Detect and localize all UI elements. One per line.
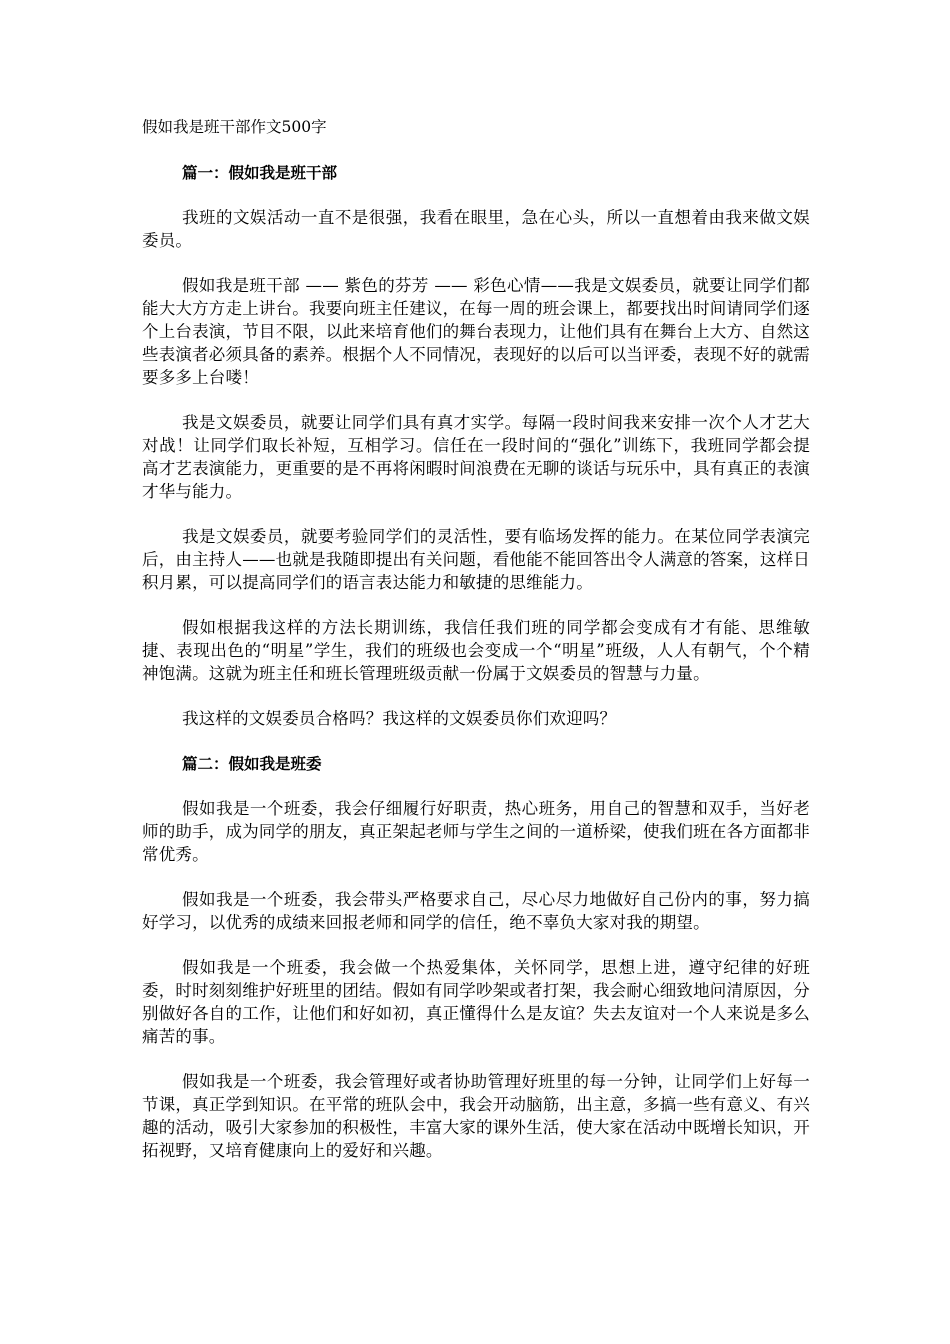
section-heading: 篇二：假如我是班委 [182,754,322,773]
paragraph: 假如我是一个班委，我会带头严格要求自己，尽心尽力地做好自己份内的事，努力搞好学习，以优秀的成绩来回报老师和同学的信任，绝不辜负大家对我的期望。 [142,890,810,932]
paragraph: 假如我是一个班委，我会管理好或者协助管理好班里的每一分钟，让同学们上好每一节课，真正学到知识。在平常的班队会中，我会开动脑筋，出主意，多搞一些有意义、有兴趣的活动，吸引大家参加的积极性，丰富大家的课外生活，使大家在活动中既增长知识，开拓视野，又培育健康向上的爱好和兴趣。 [142,1072,810,1160]
paragraph: 我班的文娱活动一直不是很强，我看在眼里，急在心头，所以一直想着由我来做文娱委员。 [142,208,810,250]
section-1 [142,161,810,730]
paragraph: 我是文娱委员，就要考验同学们的灵活性，要有临场发挥的能力。在某位同学表演完后，由主持人——也就是我随即提出有关问题，看他能不能回答出令人满意的答案，这样日积月累，可以提高同学们的语言表达能力和敏捷的思维能力。 [142,527,810,592]
section-2 [142,752,810,1162]
paragraph: 假如我是一个班委，我会做一个热爱集体，关怀同学，思想上进，遵守纪律的好班委，时时刻刻维护好班里的团结。假如有同学吵架或者打架，我会耐心细致地问清原因，分别做好各自的工作，让他们和好如初，真正懂得什么是友谊？失去友谊对一个人来说是多么痛苦的事。 [142,958,810,1046]
paragraph: 假如我是一个班委，我会仔细履行好职责，热心班务，用自己的智慧和双手，当好老师的助手，成为同学的朋友，真正架起老师与学生之间的一道桥梁，使我们班在各方面都非常优秀。 [142,799,810,864]
section-heading: 篇一：假如我是班干部 [182,163,338,182]
paragraph: 假如我是班干部 —— 紫色的芬芳 —— 彩色心情——我是文娱委员，就要让同学们都能大大方方走上讲台。我要向班主任建议，在每一周的班会课上，都要找出时间请同学们逐个上台表演，节目不限，以此来培育他们的舞台表现力，让他们具有在舞台上大方、自然这些表演者必须具备的素养。根据个人不同情况，表现好的以后可以当评委，表现不好的就需要多多上台喽！ [142,276,810,387]
paragraph: 假如根据我这样的方法长期训练，我信任我们班的同学都会变成有才有能、思维敏捷、表现出色的“明星”学生，我们的班级也会变成一个“明星”班级，人人有朝气，个个精神饱满。这就为班主任和班长管理班级贡献一份属于文娱委员的智慧与力量。 [142,618,810,683]
document-title: 假如我是班干部作文500字 [142,118,327,136]
paragraph: 我这样的文娱委员合格吗？我这样的文娱委员你们欢迎吗？ [182,709,617,728]
document-page [142,116,810,1184]
paragraph: 我是文娱委员，就要让同学们具有真才实学。每隔一段时间我来安排一次个人才艺大对战！让同学们取长补短，互相学习。信任在一段时间的“强化”训练下，我班同学都会提高才艺表演能力，更重要的是不再将闲暇时间浪费在无聊的谈话与玩乐中，具有真正的表演才华与能力。 [142,413,810,501]
